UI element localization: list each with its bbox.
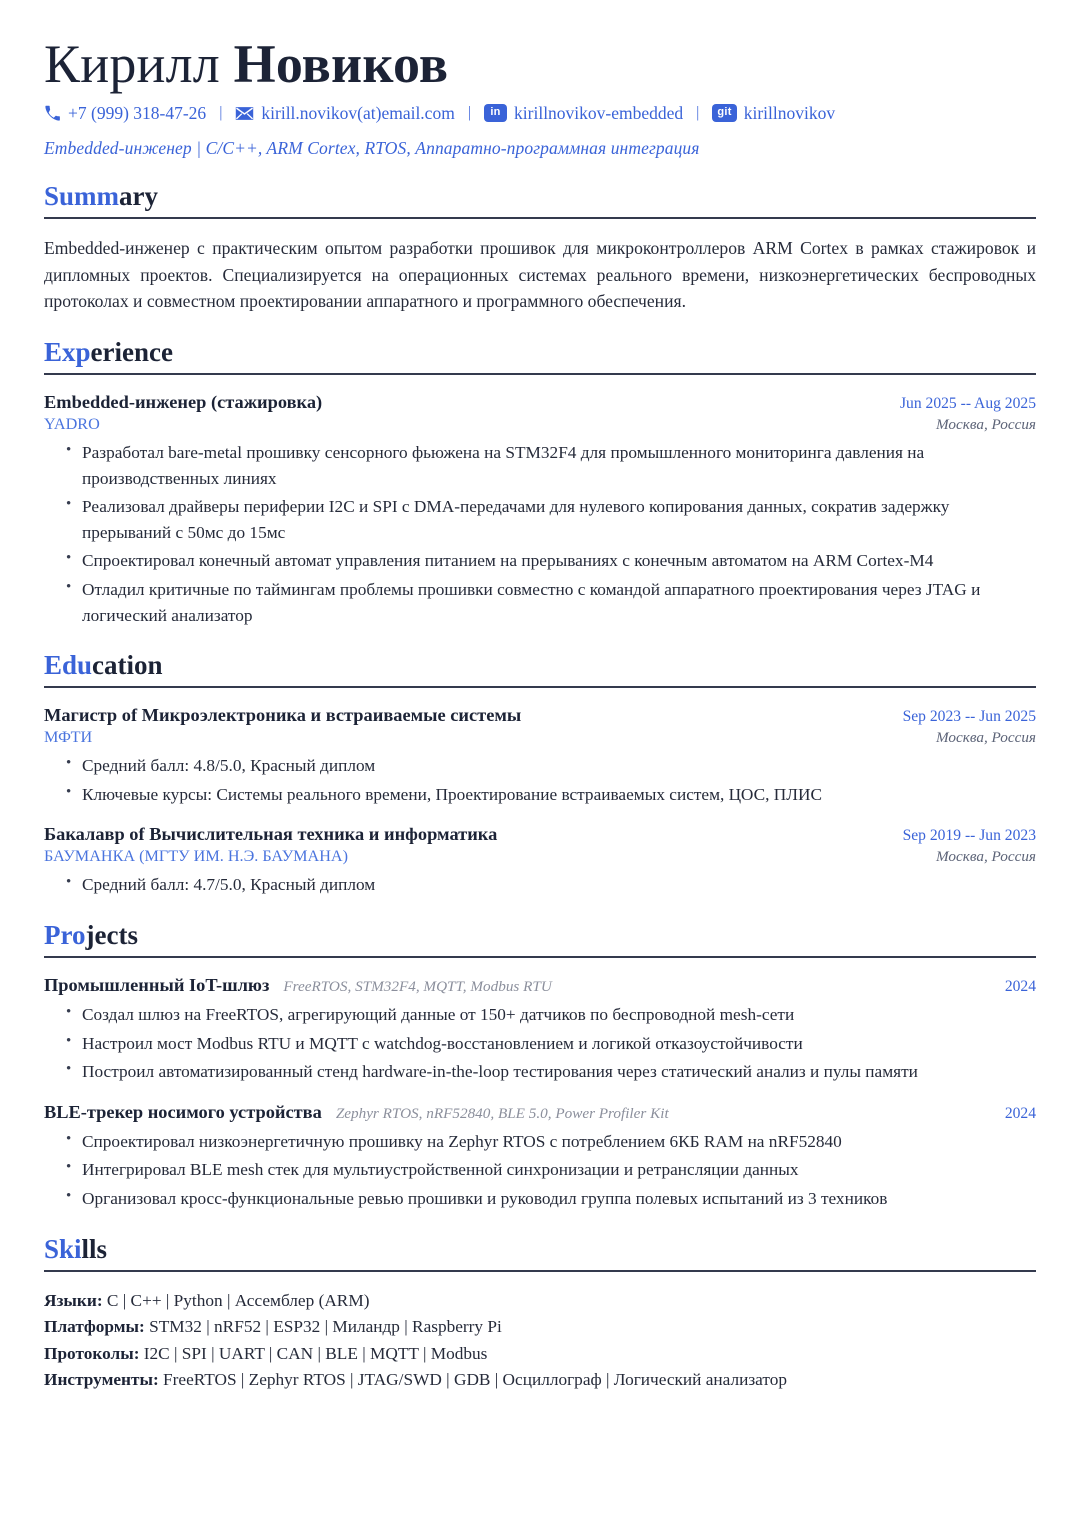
list-item: • Разработал bare-metal прошивку сенсорного фьюжена на STM32F4 для промышленного мониторинга давления на производственных линиях [66,440,1036,491]
job-bullets [44,440,1036,628]
skill-row [44,1288,1036,1314]
first-name: Кирилл [44,34,220,94]
section-title-rest: lls [81,1233,108,1264]
skill-values: STM32 | nRF52 | ESP32 | Миландр | Raspberry Pi [149,1317,502,1337]
section-title-accent: Pro [44,920,86,951]
github-icon: git [712,104,736,122]
contact-separator: | [219,104,223,122]
section-title-education [44,650,1036,683]
section-divider [44,956,1036,958]
section-projects [44,920,1036,1212]
degree-title: Бакалавр of Вычислительная техника и информатика [44,824,498,845]
project-bullets [44,1129,1036,1212]
skill-label: Протоколы: [44,1343,140,1363]
section-title-summary [44,181,1036,214]
skill-values: C | C++ | Python | Ассемблер (ARM) [106,1290,370,1310]
section-summary [44,181,1036,315]
phone-icon [44,105,61,122]
tagline: Embedded-инженер | C/C++, ARM Cortex, RTOS, Аппаратно-программная интеграция [44,137,700,158]
project-entry-header [44,975,1036,996]
resume-header [44,36,1036,159]
section-title-rest: jects [85,920,138,951]
contact-github[interactable] [712,101,835,126]
experience-entry-subheader [44,415,1036,434]
project-tech-stack: FreeRTOS, STM32F4, MQTT, Modbus RTU [283,978,552,996]
project-title-group [44,975,552,996]
job-company[interactable]: YADRO [44,415,100,434]
skill-values: FreeRTOS | Zephyr RTOS | JTAG/SWD | GDB | Осциллограф | Логический анализатор [163,1370,787,1390]
degree-bullets [44,753,1036,807]
job-location: Москва, Россия [935,416,1036,434]
project-title: BLE-трекер носимого устройства [44,1101,322,1122]
degree-bullets [44,872,1036,898]
section-divider [44,686,1036,688]
section-title-rest: erience [90,336,173,367]
skill-row [44,1314,1036,1340]
degree-date: Sep 2023 -- Jun 2025 [902,708,1036,726]
project-tech-stack: Zephyr RTOS, nRF52840, BLE 5.0, Power Profiler Kit [335,1104,669,1122]
last-name: Новиков [233,34,449,94]
section-title-accent: Exp [44,336,91,367]
school-name[interactable]: БАУМАНКА (МГТУ ИМ. Н.Э. БАУМАНА) [44,847,349,866]
education-entry-header [44,824,1036,845]
section-title-experience [44,337,1036,370]
skills-list [44,1288,1036,1394]
project-year: 2024 [1004,978,1036,996]
section-divider [44,1270,1036,1272]
contact-linkedin[interactable] [484,101,683,126]
skill-label: Инструменты: [44,1370,159,1390]
section-title-skills [44,1234,1036,1267]
email-icon [235,106,254,121]
degree-date: Sep 2019 -- Jun 2023 [902,827,1036,845]
linkedin-icon: in [484,104,507,122]
section-title-rest: cation [92,650,163,681]
section-experience [44,337,1036,628]
candidate-name [44,36,1036,93]
contact-phone-text: +7 (999) 318-47-26 [68,103,207,124]
contact-separator: | [696,104,700,122]
section-title-rest: ary [119,180,158,211]
project-title: Промышленный IoT-шлюз [44,975,270,996]
experience-entry-header [44,392,1036,413]
project-title-group [44,1102,669,1123]
list-item: • Отладил критичные по таймингам проблемы прошивки совместно с командой аппаратного проектирования через JTAG и логический анализатор [66,577,1036,628]
education-entry-header [44,705,1036,726]
project-entry-header [44,1102,1036,1123]
school-name[interactable]: МФТИ [44,728,93,747]
list-item: • Спроектировал конечный автомат управления питанием на прерываниях с конечным автоматом на ARM Cortex-M4 [66,548,1036,574]
list-item: • Настроил мост Modbus RTU и MQTT с watchdog-восстановлением и логикой отказоустойчивости [66,1031,1036,1057]
education-entry-subheader [44,847,1036,866]
school-location: Москва, Россия [935,729,1036,747]
contact-github-text: kirillnovikov [743,103,836,124]
list-item: • Организовал кросс-функциональные ревью прошивки и руководил группа полевых испытаний из 3 техников [66,1186,1036,1212]
contact-email-text: kirill.novikov(at)email.com [261,103,455,124]
contact-linkedin-text: kirillnovikov-embedded [514,103,684,124]
experience-entry [44,392,1036,628]
list-item: • Построил автоматизированный стенд hardware-in-the-loop тестирования через статический анализ и пулы памяти [66,1059,1036,1085]
list-item: • Ключевые курсы: Системы реального времени, Проектирование встраиваемых систем, ЦОС, ПЛИС [66,782,1036,808]
skill-row [44,1341,1036,1367]
job-title: Embedded-инженер (стажировка) [44,392,323,413]
summary-text: Embedded-инженер с практическим опытом разработки прошивок для микроконтроллеров ARM Cortex в рамках стажировок и дипломных проектов. Специализируется на операционных системах реального времени, низкоэнергетических беспроводных протоколах и совместном проектировании аппаратного и программного обеспечения. [44,237,1036,312]
section-title-accent: Edu [44,650,93,681]
contact-email[interactable] [235,101,454,126]
list-item: • Спроектировал низкоэнергетичную прошивку на Zephyr RTOS с потреблением 6КБ RAM на nRF52840 [66,1129,1036,1155]
education-entry-subheader [44,728,1036,747]
project-year: 2024 [1004,1104,1036,1122]
school-location: Москва, Россия [935,848,1036,866]
section-divider [44,217,1036,219]
contact-phone[interactable] [44,101,206,126]
section-divider [44,373,1036,375]
project-entry [44,1102,1036,1212]
contact-line [44,101,1036,126]
project-bullets [44,1002,1036,1085]
section-title-accent: Ski [44,1233,82,1264]
list-item: • Средний балл: 4.8/5.0, Красный диплом [66,753,1036,779]
education-entry [44,824,1036,898]
section-education [44,650,1036,898]
skill-label: Платформы: [44,1317,145,1337]
list-item: • Реализовал драйверы периферии I2C и SPI с DMA-передачами для нулевого копирования данных, сократив задержку прерываний с 50мс до 15мс [66,494,1036,545]
section-title-accent: Summ [44,180,120,211]
list-item: • Интегрировал BLE mesh стек для мультиустройственной синхронизации и ретрансляции данных [66,1157,1036,1183]
contact-separator: | [467,104,472,122]
list-item: • Средний балл: 4.7/5.0, Красный диплом [66,872,1036,898]
section-title-projects [44,920,1036,953]
skill-values: I2C | SPI | UART | CAN | BLE | MQTT | Modbus [143,1343,488,1363]
education-entry [44,705,1036,807]
job-date: Jun 2025 -- Aug 2025 [899,395,1036,413]
project-entry [44,975,1036,1085]
degree-title: Магистр of Микроэлектроника и встраиваемые системы [44,705,522,726]
section-skills [44,1234,1036,1394]
list-item: • Создал шлюз на FreeRTOS, агрегирующий данные от 150+ датчиков по беспроводной mesh-сети [66,1002,1036,1028]
skill-label: Языки: [44,1290,103,1310]
skill-row [44,1367,1036,1393]
